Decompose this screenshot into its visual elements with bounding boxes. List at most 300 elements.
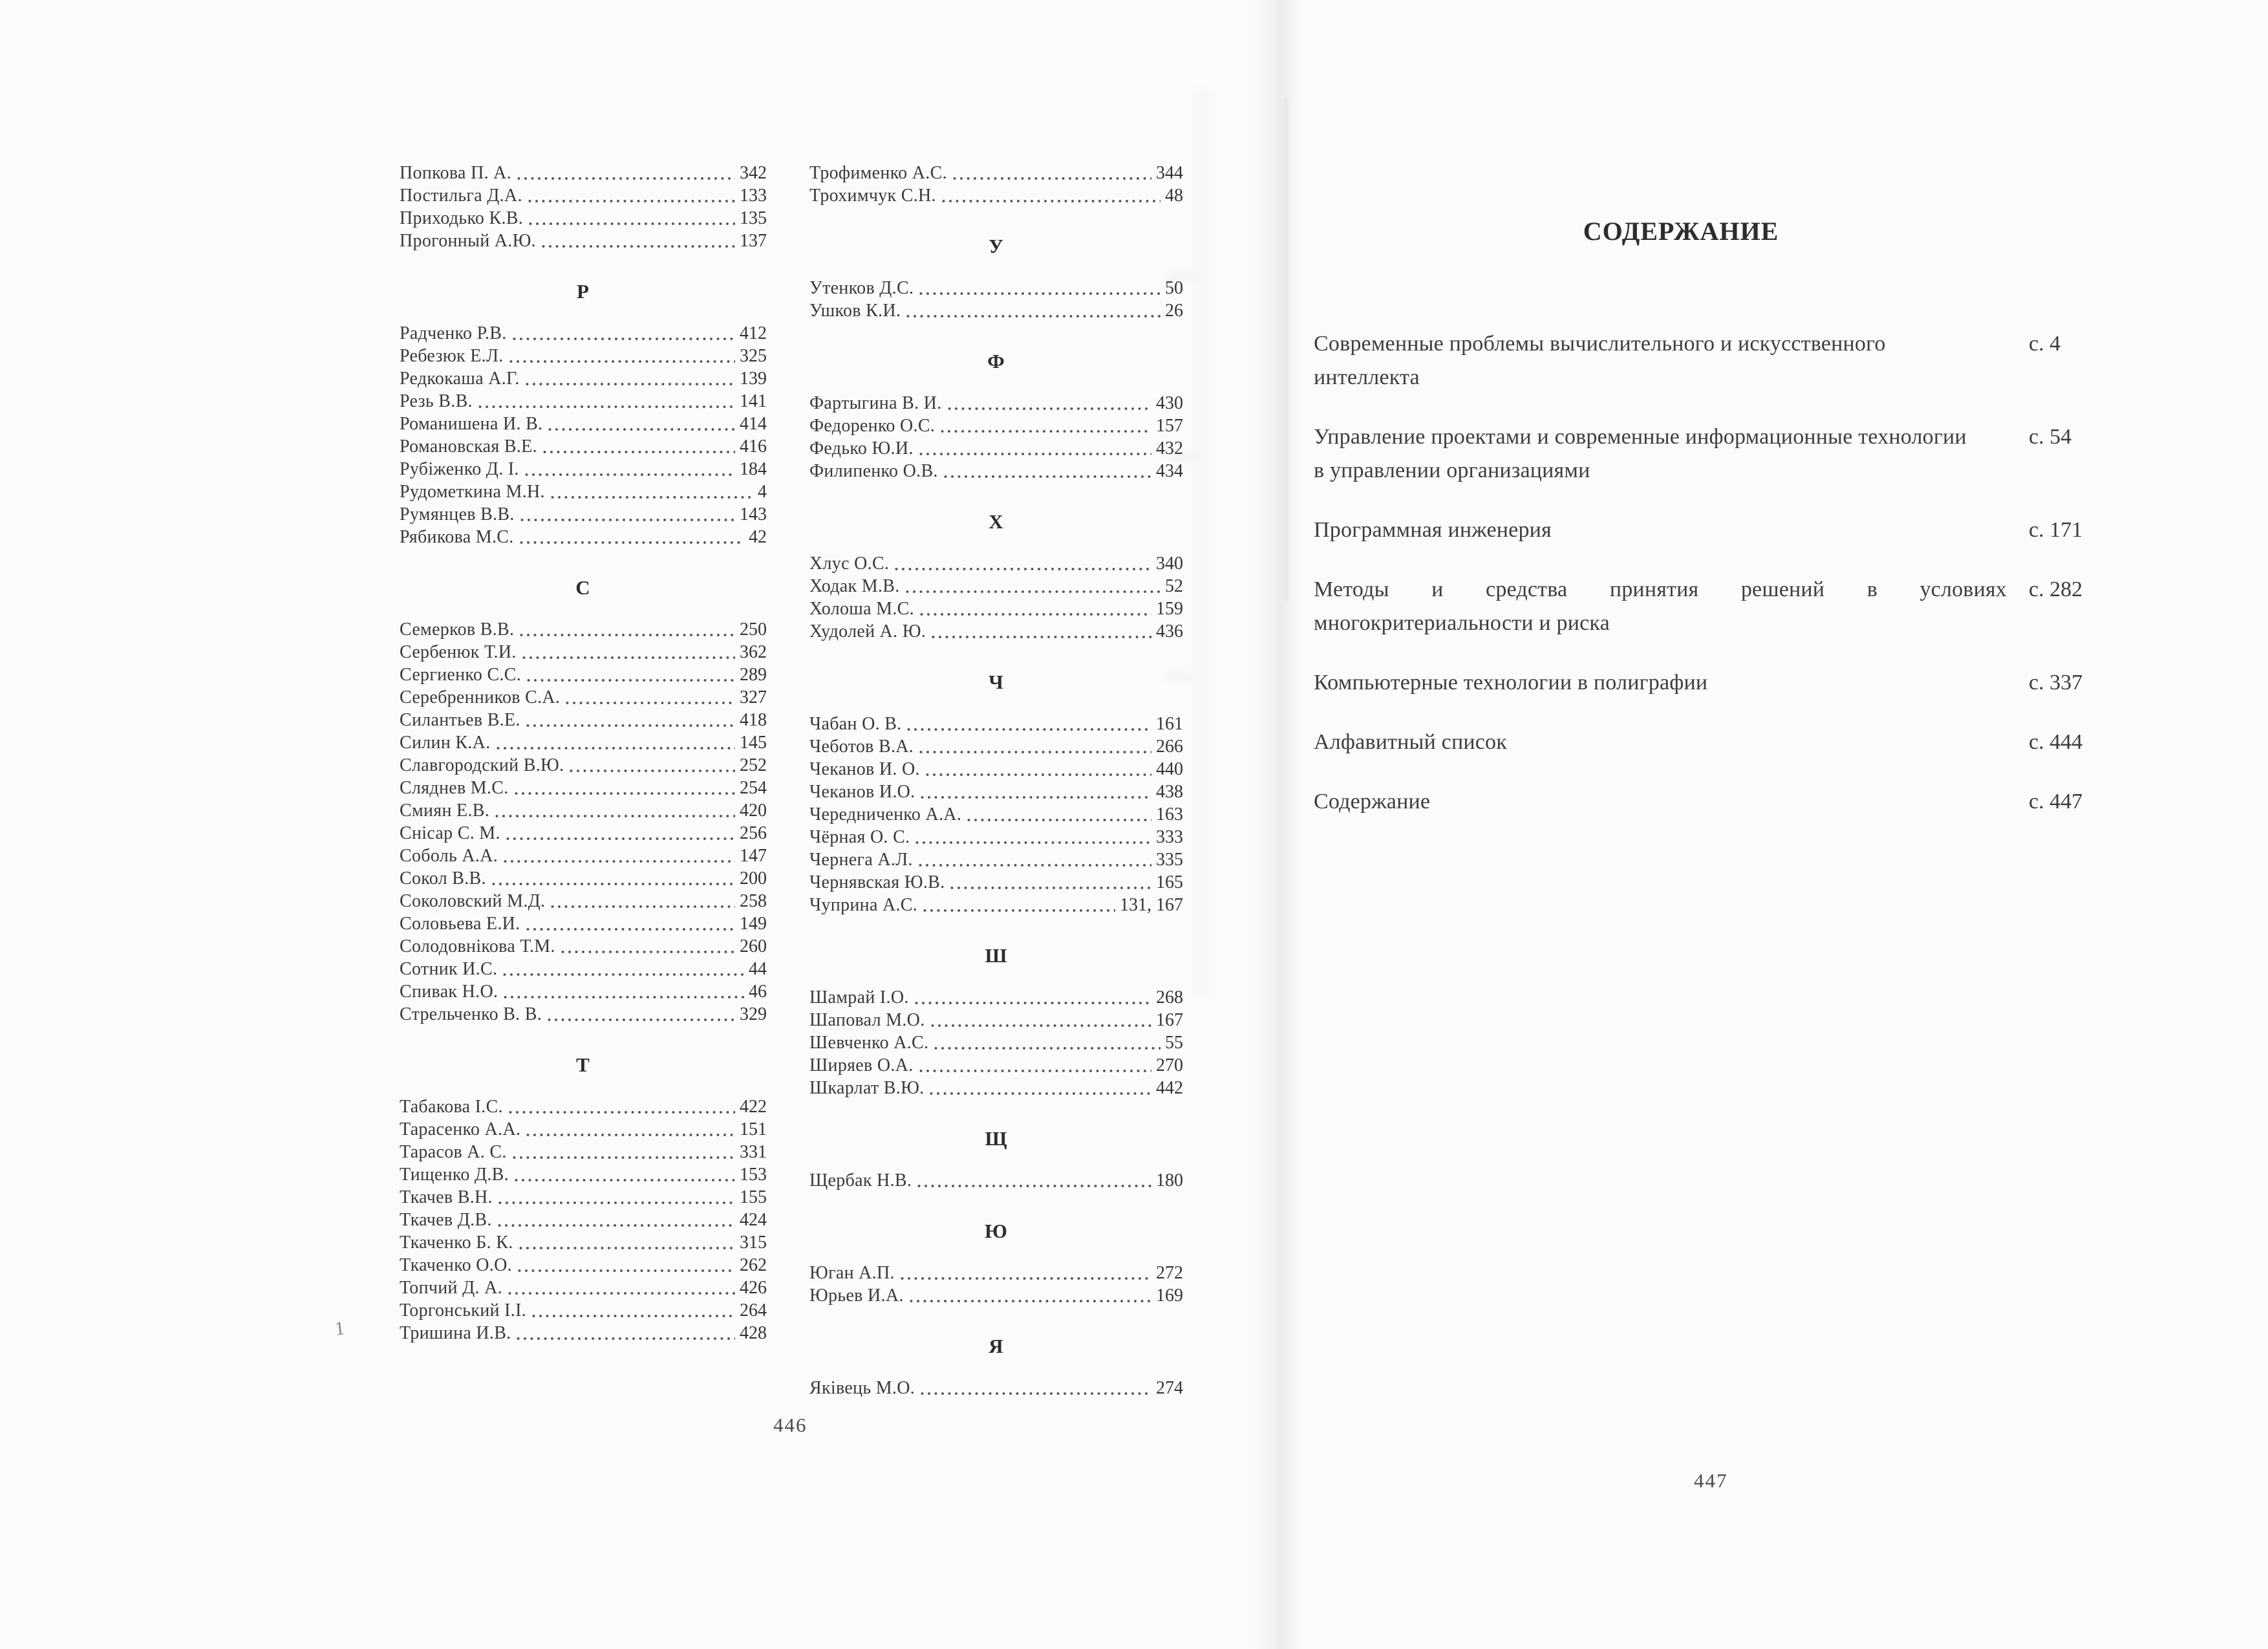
- index-entry-page: 426: [740, 1278, 767, 1298]
- index-entry: [809, 782, 1183, 804]
- index-entry-name: Шкарлат В.Ю.: [809, 1078, 925, 1098]
- dot-leader: [920, 612, 1151, 616]
- toc-entry: [1314, 726, 2126, 759]
- index-entry-page: 155: [740, 1187, 767, 1207]
- index-entry: [400, 1323, 767, 1346]
- dot-leader: [526, 1133, 735, 1137]
- index-entry: [809, 987, 1183, 1010]
- index-entry: [809, 1010, 1183, 1033]
- index-entry-name: Ткаченко О.О.: [400, 1255, 512, 1275]
- dot-leader: [492, 882, 735, 886]
- dot-leader: [495, 814, 735, 818]
- index-entry-name: Радченко Р.В.: [400, 323, 507, 343]
- dot-leader: [513, 1156, 735, 1159]
- index-entry-name: Юган А.П.: [809, 1263, 895, 1283]
- index-entry-name: Федько Ю.И.: [809, 438, 914, 458]
- index-entry-name: Романовская В.Е.: [400, 436, 537, 457]
- index-entry-name: Румянцев В.В.: [400, 504, 515, 524]
- index-entry-page: 428: [740, 1323, 767, 1343]
- page-edge-shadow: [1193, 91, 1210, 996]
- index-entry: [400, 710, 767, 733]
- index-section-letter: Х: [989, 510, 1004, 533]
- index-entry-page: 412: [740, 323, 767, 343]
- index-entry-page: 327: [740, 687, 767, 707]
- index-entry-name: Прогонный А.Ю.: [400, 231, 536, 251]
- index-entry: [809, 1055, 1183, 1078]
- index-entry: [400, 620, 767, 642]
- index-entry-page: 153: [740, 1165, 767, 1185]
- index-entry-name: Романишена И. В.: [400, 414, 543, 434]
- dot-leader: [561, 950, 735, 954]
- toc-entry-page: с. 171: [2029, 518, 2083, 542]
- dot-leader: [915, 1001, 1151, 1005]
- index-section-letter: С: [575, 576, 591, 599]
- toc-entry: [1314, 513, 2126, 547]
- contents-list: [1314, 327, 2126, 845]
- toc-entry-title: [1314, 327, 2029, 394]
- index-entry-page: 254: [740, 778, 767, 798]
- index-entry-page: 268: [1156, 987, 1183, 1008]
- index-entry-page: 141: [740, 391, 767, 411]
- index-entry: [809, 393, 1183, 416]
- dot-leader: [931, 1024, 1151, 1028]
- dot-leader: [542, 244, 735, 248]
- index-entry: [400, 459, 767, 482]
- dot-leader: [478, 405, 735, 409]
- index-entry-page: 145: [740, 733, 767, 753]
- index-entry-name: Тарасенко А.А.: [400, 1119, 521, 1139]
- index-entry-page: 331: [740, 1142, 767, 1162]
- index-entry-name: Федоренко О.С.: [809, 416, 936, 436]
- index-entry: [809, 621, 1183, 644]
- index-entry-page: 432: [1156, 438, 1183, 458]
- index-entry: [400, 665, 767, 687]
- dot-leader: [515, 792, 735, 795]
- index-entry-page: 342: [740, 163, 767, 183]
- toc-entry-line: Современные проблемы вычислительного и искусственного: [1314, 332, 1886, 356]
- index-entry-page: 335: [1156, 850, 1183, 870]
- index-entry: [809, 759, 1183, 782]
- index-entry-page: 418: [740, 710, 767, 730]
- toc-entry-page: с. 54: [2029, 425, 2072, 449]
- index-entry: [809, 1263, 1183, 1286]
- index-entry: [809, 301, 1183, 323]
- dot-leader: [917, 1184, 1151, 1188]
- dot-leader: [520, 633, 735, 637]
- index-entry: [809, 1170, 1183, 1193]
- index-entry-page: 159: [1156, 599, 1183, 619]
- dot-leader: [551, 495, 753, 499]
- index-entry-page: 262: [740, 1255, 767, 1275]
- index-entry-page: 434: [1156, 461, 1183, 481]
- dot-leader: [517, 1337, 735, 1341]
- dot-leader: [520, 518, 735, 522]
- index-entry-name: Сербенюк Т.И.: [400, 642, 517, 662]
- index-entry: [809, 827, 1183, 850]
- index-entry-name: Снісар С. М.: [400, 823, 500, 843]
- index-column-2: [809, 163, 1183, 1401]
- index-entry: [809, 737, 1183, 759]
- toc-entry: [1314, 420, 2126, 488]
- index-entry-name: Чуприна А.С.: [809, 895, 918, 915]
- toc-entry-title: [1314, 785, 2029, 819]
- index-entry: [400, 1119, 767, 1142]
- index-entry-name: Соколовский М.Д.: [400, 891, 546, 911]
- dot-leader: [527, 678, 735, 682]
- index-entry-page: 157: [1156, 416, 1183, 436]
- index-entry: [400, 868, 767, 891]
- dot-leader: [934, 1046, 1161, 1050]
- index-entry-name: Шевченко А.С.: [809, 1033, 929, 1053]
- index-entry-name: Яківець М.О.: [809, 1378, 915, 1398]
- index-entry: [400, 527, 767, 550]
- index-entry-name: Фартыгина В. И.: [809, 393, 942, 413]
- index-entry-name: Соловьева Е.И.: [400, 914, 520, 934]
- index-entry: [809, 461, 1183, 484]
- index-entry-name: Чередниченко А.А.: [809, 804, 962, 824]
- dot-leader: [551, 905, 735, 909]
- index-entry-page: 200: [740, 868, 767, 889]
- index-entry-name: Щербак Н.В.: [809, 1170, 912, 1191]
- index-entry-name: Сокол В.В.: [400, 868, 486, 889]
- dot-leader: [895, 567, 1151, 571]
- toc-entry-line: в управлении организациями: [1314, 458, 1590, 482]
- index-entry: [809, 1286, 1183, 1308]
- index-entry: [400, 846, 767, 868]
- index-entry: [400, 801, 767, 823]
- dot-leader: [509, 1110, 735, 1114]
- index-entry: [400, 1300, 767, 1323]
- index-entry-name: Соболь А.А.: [400, 846, 498, 866]
- toc-entry-page: с. 282: [2029, 577, 2083, 601]
- index-section-letter: Т: [576, 1053, 590, 1076]
- index-section-letter: Р: [577, 280, 590, 303]
- dot-leader: [944, 475, 1151, 479]
- dot-leader: [948, 407, 1151, 411]
- index-entry-name: Приходько К.В.: [400, 208, 524, 228]
- index-entry: [400, 163, 767, 186]
- dot-leader: [930, 1092, 1151, 1095]
- dot-leader: [509, 360, 735, 363]
- index-entry-name: Чеканов И.О.: [809, 782, 915, 802]
- index-entry-name: Табакова І.С.: [400, 1097, 503, 1117]
- index-entry-page: 270: [1156, 1055, 1183, 1075]
- index-section-letter: Ч: [989, 671, 1004, 693]
- index-entry: [400, 687, 767, 710]
- index-entry-page: 169: [1156, 1286, 1183, 1306]
- index-entry-page: 440: [1156, 759, 1183, 779]
- index-entry-page: 362: [740, 642, 767, 662]
- index-entry-name: Торгонський І.І.: [400, 1300, 526, 1320]
- index-entry-page: 258: [740, 891, 767, 911]
- scan-smudge: [1165, 272, 1196, 282]
- index-entry-name: Ткаченко Б. К.: [400, 1233, 513, 1253]
- scan-crease: [1285, 97, 1287, 601]
- index-section-letter: Ю: [985, 1220, 1008, 1242]
- dot-leader: [518, 1269, 735, 1273]
- index-entry: [400, 1142, 767, 1165]
- index-entry-page: 184: [740, 459, 767, 479]
- index-entry: [400, 186, 767, 208]
- dot-leader: [906, 314, 1161, 318]
- index-entry-page: 436: [1156, 621, 1183, 641]
- toc-entry-line: Управление проектами и современные информационные технологии: [1314, 425, 1967, 449]
- toc-entry-line: Компьютерные технологии в полиграфии: [1314, 671, 1708, 695]
- dot-leader: [921, 795, 1151, 799]
- dot-leader: [525, 473, 735, 477]
- index-entry-page: 264: [740, 1300, 767, 1320]
- index-entry: [400, 1165, 767, 1187]
- scan-artifact-mark: 1: [333, 1317, 346, 1340]
- index-entry-name: Шамрай І.О.: [809, 987, 909, 1008]
- index-entry: [400, 1187, 767, 1210]
- page-number-left: 446: [773, 1414, 808, 1436]
- index-entry: [400, 755, 767, 778]
- index-entry: [400, 208, 767, 231]
- index-entry-page: 274: [1156, 1378, 1183, 1398]
- index-entry-page: 329: [740, 1004, 767, 1024]
- index-entry: [809, 1033, 1183, 1055]
- index-entry: [400, 891, 767, 914]
- index-entry: [400, 1233, 767, 1255]
- dot-leader: [503, 973, 744, 976]
- index-entry-name: Солодовнікова Т.М.: [400, 936, 555, 956]
- index-entry: [400, 482, 767, 504]
- dot-leader: [923, 909, 1115, 912]
- index-entry-page: 163: [1156, 804, 1183, 824]
- index-entry-page: 42: [749, 527, 767, 547]
- dot-leader: [570, 769, 735, 773]
- index-entry-name: Чернега А.Л.: [809, 850, 913, 870]
- index-entry-page: 272: [1156, 1263, 1183, 1283]
- index-entry: [809, 1078, 1183, 1101]
- index-entry-page: 149: [740, 914, 767, 934]
- dot-leader: [513, 337, 735, 341]
- index-entry-page: 180: [1156, 1170, 1183, 1191]
- dot-leader: [915, 841, 1151, 845]
- index-entry-page: 442: [1156, 1078, 1183, 1098]
- toc-entry-page: с. 444: [2029, 730, 2083, 754]
- toc-entry: [1314, 666, 2126, 700]
- index-entry: [400, 323, 767, 346]
- index-entry: [400, 914, 767, 936]
- index-entry: [400, 231, 767, 253]
- index-entry-page: 161: [1156, 714, 1183, 734]
- index-entry-name: Ширяев О.А.: [809, 1055, 914, 1075]
- index-entry: [400, 1097, 767, 1119]
- toc-entry: [1314, 785, 2126, 819]
- index-entry-name: Славгородский В.Ю.: [400, 755, 564, 775]
- dot-leader: [532, 1314, 735, 1318]
- index-entry-page: 252: [740, 755, 767, 775]
- index-entry-page: 143: [740, 504, 767, 524]
- toc-entry-title: [1314, 666, 2029, 700]
- index-entry-name: Филипенко О.В.: [809, 461, 938, 481]
- index-entry-page: 315: [740, 1233, 767, 1253]
- index-entry-name: Чёрная О. С.: [809, 827, 910, 847]
- index-entry: [809, 186, 1183, 208]
- index-entry: [400, 1278, 767, 1300]
- index-entry: [400, 733, 767, 755]
- dot-leader: [919, 863, 1151, 867]
- index-entry-name: Чеканов И. О.: [809, 759, 920, 779]
- index-entry-name: Холоша М.С.: [809, 599, 914, 619]
- index-entry-name: Ушков К.И.: [809, 301, 901, 321]
- index-columns: [400, 163, 1187, 1401]
- dot-leader: [543, 450, 735, 454]
- index-entry-name: Шаповал М.О.: [809, 1010, 925, 1030]
- index-entry-page: 422: [740, 1097, 767, 1117]
- dot-leader: [504, 859, 735, 863]
- index-entry-name: Силантьев В.Е.: [400, 710, 520, 730]
- index-entry: [400, 346, 767, 369]
- index-entry: [809, 804, 1183, 827]
- index-entry-page: 420: [740, 801, 767, 821]
- dot-leader: [566, 701, 735, 705]
- index-entry-page: 438: [1156, 782, 1183, 802]
- scan-smudge: [1164, 673, 1192, 682]
- dot-leader: [942, 199, 1161, 203]
- contents-title: СОДЕРЖАНИЕ: [1583, 217, 1779, 246]
- index-entry: [400, 369, 767, 391]
- index-entry: [809, 599, 1183, 621]
- index-entry-name: Редкокаша А.Г.: [400, 369, 520, 389]
- toc-entry-line: Алфавитный список: [1314, 730, 1507, 754]
- index-entry-name: Рябикова М.С.: [400, 527, 514, 547]
- index-entry-name: Ткачев Д.В.: [400, 1210, 492, 1230]
- dot-leader: [497, 746, 736, 750]
- dot-leader: [526, 927, 735, 931]
- index-entry-page: 325: [740, 346, 767, 366]
- dot-leader: [519, 1246, 735, 1250]
- index-entry-page: 430: [1156, 393, 1183, 413]
- index-entry: [400, 1210, 767, 1233]
- index-entry-name: Худолей А. Ю.: [809, 621, 926, 641]
- toc-entry-line: интеллекта: [1314, 365, 1420, 389]
- index-entry-name: Чеботов В.А.: [809, 737, 914, 757]
- index-entry: [400, 436, 767, 459]
- dot-leader: [526, 724, 735, 727]
- index-entry: [809, 163, 1183, 186]
- dot-leader: [522, 656, 735, 660]
- dot-leader: [907, 727, 1151, 731]
- index-entry: [400, 778, 767, 801]
- index-entry-name: Топчий Д. А.: [400, 1278, 502, 1298]
- index-entry-page: 333: [1156, 827, 1183, 847]
- index-section-letter: Я: [989, 1335, 1004, 1357]
- index-entry-name: Стрельченко В. В.: [400, 1004, 542, 1024]
- page-gutter-shadow: [1252, 0, 1302, 1649]
- index-entry-name: Сотник И.С.: [400, 959, 498, 979]
- dot-leader: [906, 590, 1161, 594]
- index-entry-page: 137: [740, 231, 767, 251]
- dot-leader: [901, 1277, 1151, 1280]
- index-entry-name: Постильга Д.А.: [400, 186, 522, 206]
- index-entry-page: 139: [740, 369, 767, 389]
- index-entry: [809, 850, 1183, 872]
- toc-entry: [1314, 327, 2126, 394]
- index-entry: [809, 576, 1183, 599]
- index-entry: [400, 936, 767, 959]
- dot-leader: [508, 1291, 735, 1295]
- index-entry-name: Силин К.А.: [400, 733, 491, 753]
- index-entry-name: Чернявская Ю.В.: [809, 872, 945, 892]
- index-entry: [809, 872, 1183, 895]
- dot-leader: [919, 452, 1151, 456]
- dot-leader: [506, 837, 735, 841]
- index-entry: [809, 1378, 1183, 1401]
- index-entry-name: Ребезюк Е.Л.: [400, 346, 504, 366]
- index-entry-name: Ткачев В.Н.: [400, 1187, 493, 1207]
- index-entry-name: Утенков Д.С.: [809, 278, 914, 298]
- toc-entry: [1314, 573, 2126, 640]
- dot-leader: [548, 427, 735, 431]
- index-entry-page: 52: [1165, 576, 1183, 596]
- dot-leader: [919, 750, 1151, 754]
- dot-leader: [967, 818, 1151, 822]
- index-entry-page: 289: [740, 665, 767, 685]
- index-entry-page: 250: [740, 620, 767, 640]
- index-entry-name: Юрьев И.А.: [809, 1286, 904, 1306]
- index-entry-page: 26: [1165, 301, 1183, 321]
- dot-leader: [950, 886, 1151, 890]
- index-entry-page: 55: [1165, 1033, 1183, 1053]
- dot-leader: [926, 773, 1151, 777]
- page-number-right: 447: [1694, 1469, 1728, 1492]
- toc-entry-page: с. 337: [2029, 671, 2083, 695]
- index-entry-name: Сергиенко С.С.: [400, 665, 522, 685]
- index-entry: [809, 714, 1183, 737]
- index-entry-page: 131, 167: [1120, 895, 1183, 915]
- dot-leader: [526, 382, 735, 386]
- index-entry-page: 151: [740, 1119, 767, 1139]
- index-entry-page: 135: [740, 208, 767, 228]
- dot-leader: [529, 222, 735, 226]
- index-entry-page: 147: [740, 846, 767, 866]
- dot-leader: [932, 635, 1151, 639]
- index-entry: [400, 959, 767, 982]
- dot-leader: [548, 1018, 735, 1022]
- index-entry-name: Смиян Е.В.: [400, 801, 490, 821]
- index-entry: [400, 391, 767, 414]
- index-entry-page: 4: [758, 482, 767, 502]
- dot-leader: [517, 177, 735, 180]
- index-entry-name: Трохимчук С.Н.: [809, 186, 936, 206]
- index-section-letter: Щ: [985, 1127, 1008, 1150]
- toc-entry-line: Методы и средства принятия решений в условиях: [1314, 577, 2007, 601]
- index-entry: [400, 504, 767, 527]
- dot-leader: [953, 177, 1151, 180]
- index-entry-name: Хлус О.С.: [809, 554, 890, 574]
- toc-entry-title: [1314, 513, 2029, 547]
- dot-leader: [528, 199, 735, 203]
- index-entry-page: 424: [740, 1210, 767, 1230]
- toc-entry-line: многокритериальности и риска: [1314, 611, 1610, 635]
- index-entry-page: 260: [740, 936, 767, 956]
- index-entry-page: 340: [1156, 554, 1183, 574]
- index-entry-page: 414: [740, 414, 767, 434]
- index-entry: [809, 278, 1183, 301]
- index-entry-name: Тришина И.В.: [400, 1323, 511, 1343]
- index-entry-name: Серебренников С.А.: [400, 687, 561, 707]
- index-entry-page: 46: [749, 982, 767, 1002]
- toc-entry-page: с. 447: [2029, 790, 2083, 814]
- index-entry-name: Чабан О. В.: [809, 714, 902, 734]
- dot-leader: [910, 1299, 1151, 1303]
- dot-leader: [504, 995, 744, 999]
- toc-entry-title: [1314, 573, 2029, 640]
- index-entry-page: 165: [1156, 872, 1183, 892]
